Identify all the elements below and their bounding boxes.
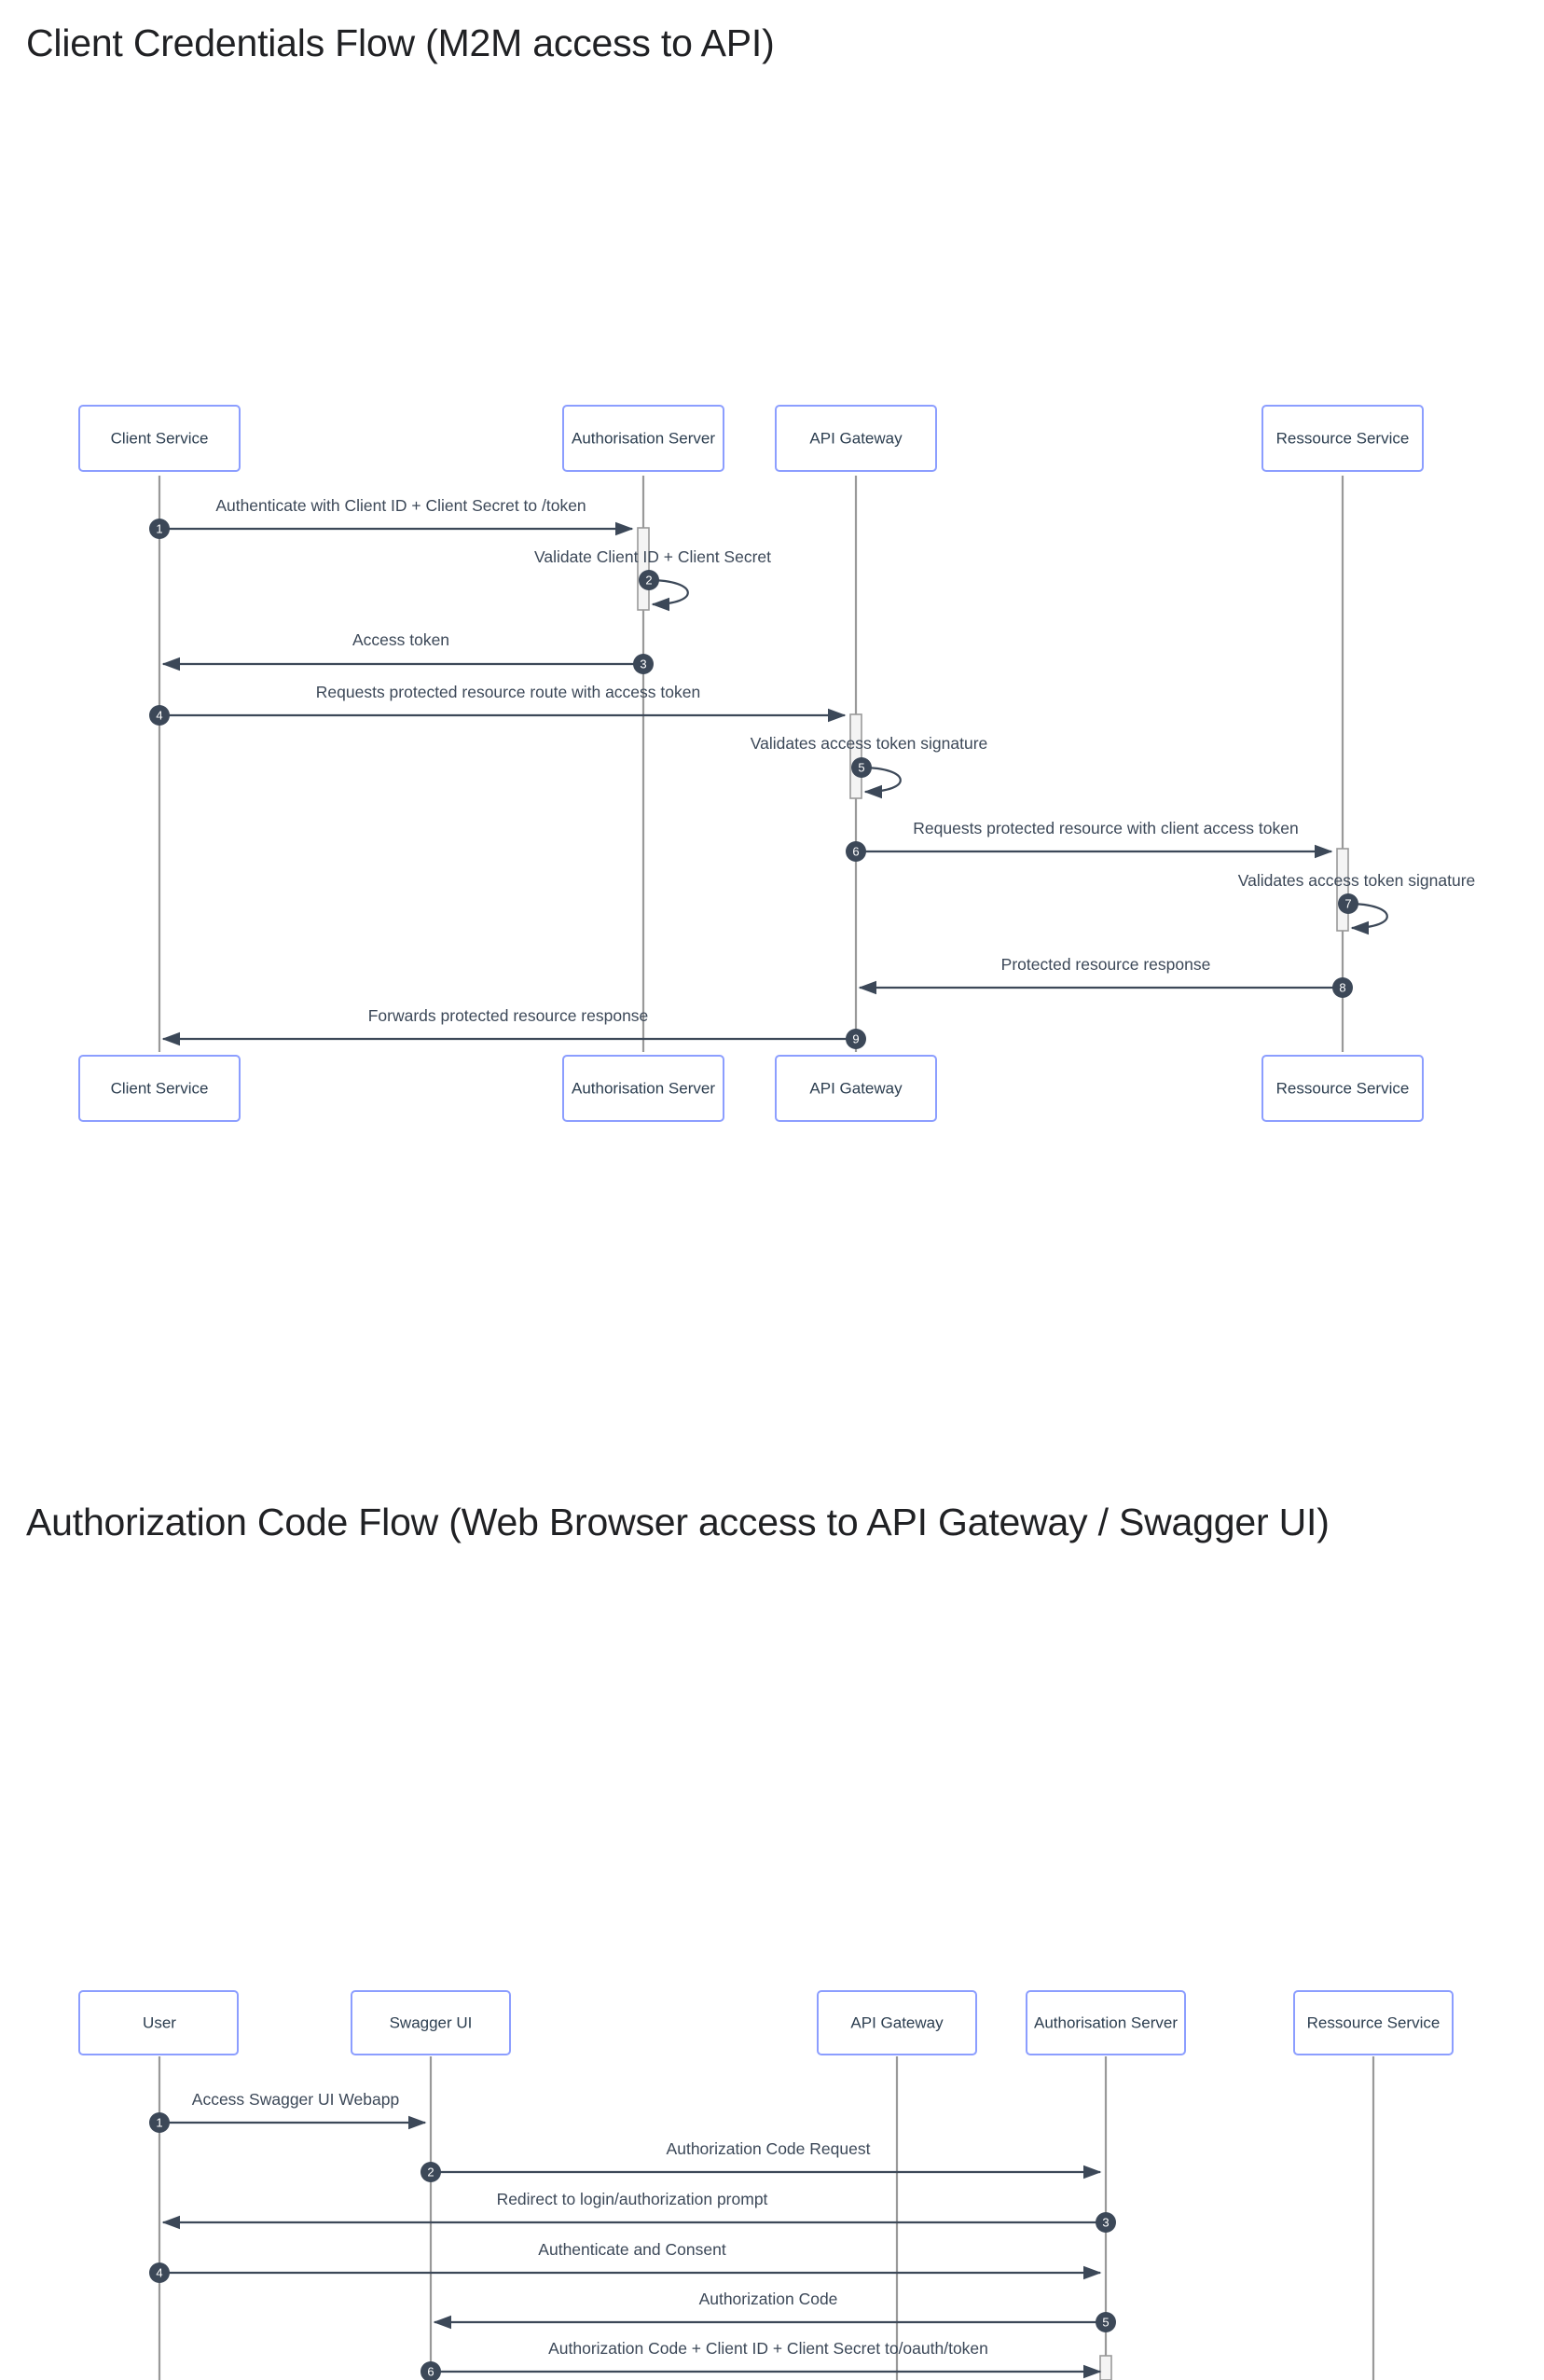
message-1[interactable] <box>149 496 632 539</box>
message-label: Protected resource response <box>1000 955 1211 974</box>
actor-top-client-service[interactable] <box>79 406 240 471</box>
actor-label: Swagger UI <box>389 2013 473 2032</box>
message-label: Authorization Code <box>698 2290 838 2308</box>
message-2[interactable] <box>420 2139 1100 2182</box>
message-5[interactable] <box>751 734 988 792</box>
message-label: Authorization Code + Client ID + Client Secret to/oauth/token <box>548 2339 988 2358</box>
sequence-diagram-authorization-code <box>0 1548 1544 2380</box>
sequence-number: 9 <box>852 1031 860 1046</box>
actor-top-ressource-service[interactable] <box>1262 406 1423 471</box>
message-label: Authenticate with Client ID + Client Secret to /token <box>215 496 586 515</box>
actor-label: Ressource Service <box>1306 2013 1441 2032</box>
sequence-number: 5 <box>1102 2315 1110 2330</box>
sequence-number: 7 <box>1344 896 1352 911</box>
actor-top-authorisation-server-2[interactable] <box>1027 1991 1185 2055</box>
actor-label: Ressource Service <box>1275 429 1410 448</box>
sequence-number: 4 <box>156 708 163 723</box>
message-label: Requests protected resource with client access token <box>913 819 1299 837</box>
actor-label: Ressource Service <box>1275 1079 1410 1098</box>
sequence-number: 8 <box>1339 980 1346 995</box>
message-3[interactable] <box>163 630 654 674</box>
sequence-number: 4 <box>156 2265 163 2280</box>
actor-label: API Gateway <box>809 1079 903 1098</box>
sequence-number: 3 <box>1102 2215 1110 2230</box>
page-title-client-credentials: Client Credentials Flow (M2M access to API) <box>26 21 775 64</box>
sequence-number: 1 <box>156 521 163 536</box>
message-6[interactable] <box>420 2339 1100 2380</box>
message-label: Authorization Code Request <box>666 2139 871 2158</box>
message-label: Validate Client ID + Client Secret <box>533 547 772 566</box>
activation-api-gateway <box>850 714 865 798</box>
message-label: Access Swagger UI Webapp <box>191 2090 400 2109</box>
actor-label: API Gateway <box>850 2013 944 2032</box>
actor-bottom-ressource-service[interactable] <box>1262 1056 1423 1121</box>
message-2[interactable] <box>534 547 771 604</box>
activation-ressource-service <box>1337 849 1348 931</box>
sequence-number: 3 <box>640 657 647 671</box>
sequence-number: 6 <box>427 2364 434 2379</box>
activation-authorisation-server <box>638 528 649 610</box>
actor-top-api-gateway-2[interactable] <box>818 1991 976 2055</box>
message-label: Forwards protected resource response <box>367 1006 649 1025</box>
sequence-number: 2 <box>427 2165 434 2179</box>
message-1[interactable] <box>149 2090 425 2133</box>
message-7[interactable] <box>1238 871 1476 928</box>
actor-top-authorisation-server[interactable] <box>563 406 724 471</box>
message-label: Authenticate and Consent <box>538 2240 726 2259</box>
sequence-number: 6 <box>852 844 860 859</box>
message-label: Validates access token signature <box>750 734 988 753</box>
actor-top-ressource-service-2[interactable] <box>1294 1991 1453 2055</box>
sequence-number: 1 <box>156 2115 163 2130</box>
actor-label: Client Service <box>110 1079 209 1098</box>
message-9[interactable] <box>163 1006 866 1049</box>
page-title-authorization-code: Authorization Code Flow (Web Browser access to API Gateway / Swagger UI) <box>26 1501 1330 1543</box>
sequence-number: 2 <box>645 573 653 588</box>
message-label: Redirect to login/authorization prompt <box>496 2190 768 2208</box>
actor-top-user[interactable] <box>79 1991 238 2055</box>
message-4[interactable] <box>149 2240 1100 2283</box>
message-4[interactable] <box>149 683 845 726</box>
actor-label: Authorisation Server <box>571 429 716 448</box>
activation-authorisation-server-2 <box>1100 2356 1111 2380</box>
message-label: Requests protected resource route with access token <box>315 683 701 701</box>
actor-label: Authorisation Server <box>1033 2013 1179 2032</box>
actor-label: API Gateway <box>809 429 903 448</box>
sequence-number: 5 <box>858 760 865 775</box>
actor-bottom-api-gateway[interactable] <box>776 1056 936 1121</box>
actor-bottom-authorisation-server[interactable] <box>563 1056 724 1121</box>
message-label: Validates access token signature <box>1237 871 1476 890</box>
message-8[interactable] <box>860 955 1353 998</box>
message-6[interactable] <box>846 819 1331 862</box>
message-3[interactable] <box>163 2190 1116 2233</box>
actor-label: User <box>143 2013 176 2032</box>
message-5[interactable] <box>434 2290 1116 2332</box>
actor-label: Client Service <box>110 429 209 448</box>
actor-top-swagger-ui[interactable] <box>352 1991 510 2055</box>
actor-label: Authorisation Server <box>571 1079 716 1098</box>
message-label: Access token <box>352 630 450 649</box>
actor-top-api-gateway[interactable] <box>776 406 936 471</box>
actor-bottom-client-service[interactable] <box>79 1056 240 1121</box>
